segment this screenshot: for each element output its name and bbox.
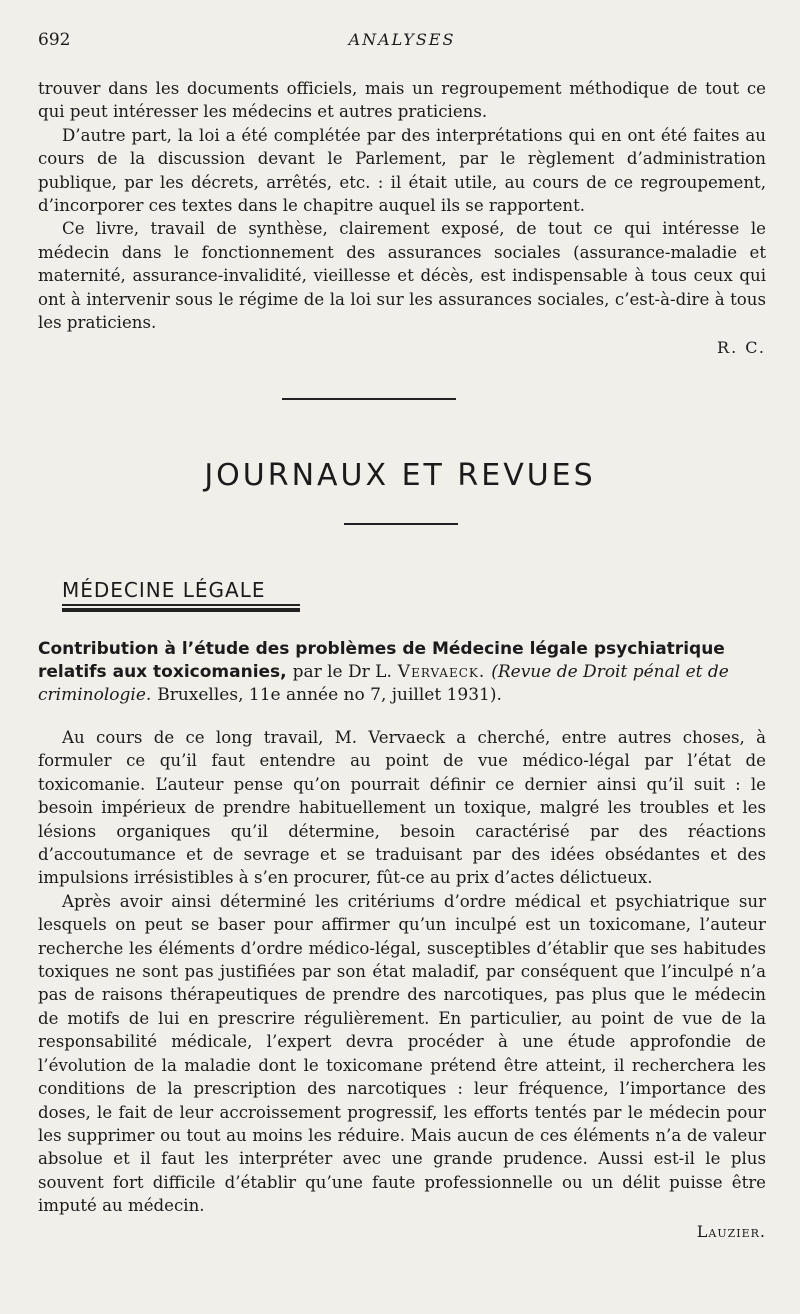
separator-rule xyxy=(282,398,456,400)
article-publication: Bruxelles, 11e année no 7, juillet 1931). xyxy=(157,685,502,705)
review-paragraph-1: trouver dans les documents officiels, mais un regroupement méthodique de tout ce qui peut intéresser les médecins et autres praticiens. xyxy=(38,79,766,122)
review-signature: R. C. xyxy=(717,338,766,358)
section-title: JOURNAUX ET REVUES xyxy=(204,458,596,493)
page-number: 692 xyxy=(38,30,71,50)
article-paragraph-1: Au cours de ce long travail, M. Vervaeck a cherché, entre autres choses, à formuler ce qu’il faut entendre au point de vue médico-légal par l’état de toxicomanie. L’auteur pense qu’on pourrait définir ce dernier ainsi qu’il suit : le besoin impérieux de prendre habituellement un toxique, malgré les troubles et les lésions organiques qu’il détermine, besoin caractérisé par des réactions d’accoutumance et de sevrage et se traduisant par des idées obsédantes et des impulsions irrésistibles à s’en procurer, fût-ce au prix d’actes délictueux. xyxy=(38,728,766,888)
rubric-underline-thick xyxy=(62,608,300,612)
article-author-prefix: par le Dr L. xyxy=(292,662,392,682)
review-paragraph-3: Ce livre, travail de synthèse, clairement exposé, de tout ce qui intéresse le médecin dans le fonctionnement des assurances sociales (assurance-maladie et maternité, assurance-invalidité, vieillesse et décès, est indispensable à tous ceux qui ont à intervenir sous le régime de la loi sur les assurances sociales, c’est-à-dire à tous les praticiens. xyxy=(38,219,766,333)
review-intro xyxy=(38,77,766,359)
article-paragraph-2: Après avoir ainsi déterminé les critériums d’ordre médical et psychiatrique sur lesquels on peut se baser pour affirmer qu’un inculpé est un toxicomane, l’auteur recherche les éléments d’ordre médico-légal, susceptibles d’établir que ses habitudes toxiques ne sont pas justifiées par son état maladif, par conséquent que l’inculpé n’a pas de raisons thérapeutiques de prendre des narcotiques, pas plus que le médecin de motifs de lui en prescrire régulièrement. En particulier, au point de vue de la responsabilité médicale, l’expert devra procéder à une étude approfondie de l’évolution de la maladie dont le toxicomane prétend être atteint, il recherchera les conditions de la prescription des narcotiques : leur fréquence, l’importance des doses, le fait de leur accroissement progressif, les efforts tentés par le médecin pour les supprimer ou tout au moins les réduire. Mais aucun de ces éléments n’a de valeur absolue et il faut les interpréter avec une grande prudence. Aussi est-il le plus souvent fort difficile d’établir qu’une faute professionnelle ou un délit puisse être imputé au médecin. xyxy=(38,891,766,1216)
review-paragraph-2: D’autre part, la loi a été complétée par des interprétations qui en ont été faites au cours de la discussion devant le Parlement, par le règlement d’administration publique, par les décrets, arrêtés, etc. : il était utile, au cours de ce regroupement, d’incorporer ces textes dans le chapitre auquel ils se rapportent. xyxy=(38,125,766,216)
article-citation xyxy=(38,638,766,707)
rubric-title: MÉDECINE LÉGALE xyxy=(62,578,266,602)
running-head: ANALYSES xyxy=(348,30,456,49)
article-journal: (Revue de Droit pénal et de criminologie. xyxy=(38,662,729,705)
page-header xyxy=(38,30,766,60)
article-body xyxy=(38,726,766,1243)
article-signature: Lauzier. xyxy=(696,1221,766,1241)
section-rule xyxy=(344,523,458,525)
rubric-underline xyxy=(62,604,300,606)
article-author: Vervaeck. xyxy=(397,662,486,682)
article-title: Contribution à l’étude des problèmes de Médecine légale psychiatrique relatifs aux toxicomanies, xyxy=(38,639,725,682)
